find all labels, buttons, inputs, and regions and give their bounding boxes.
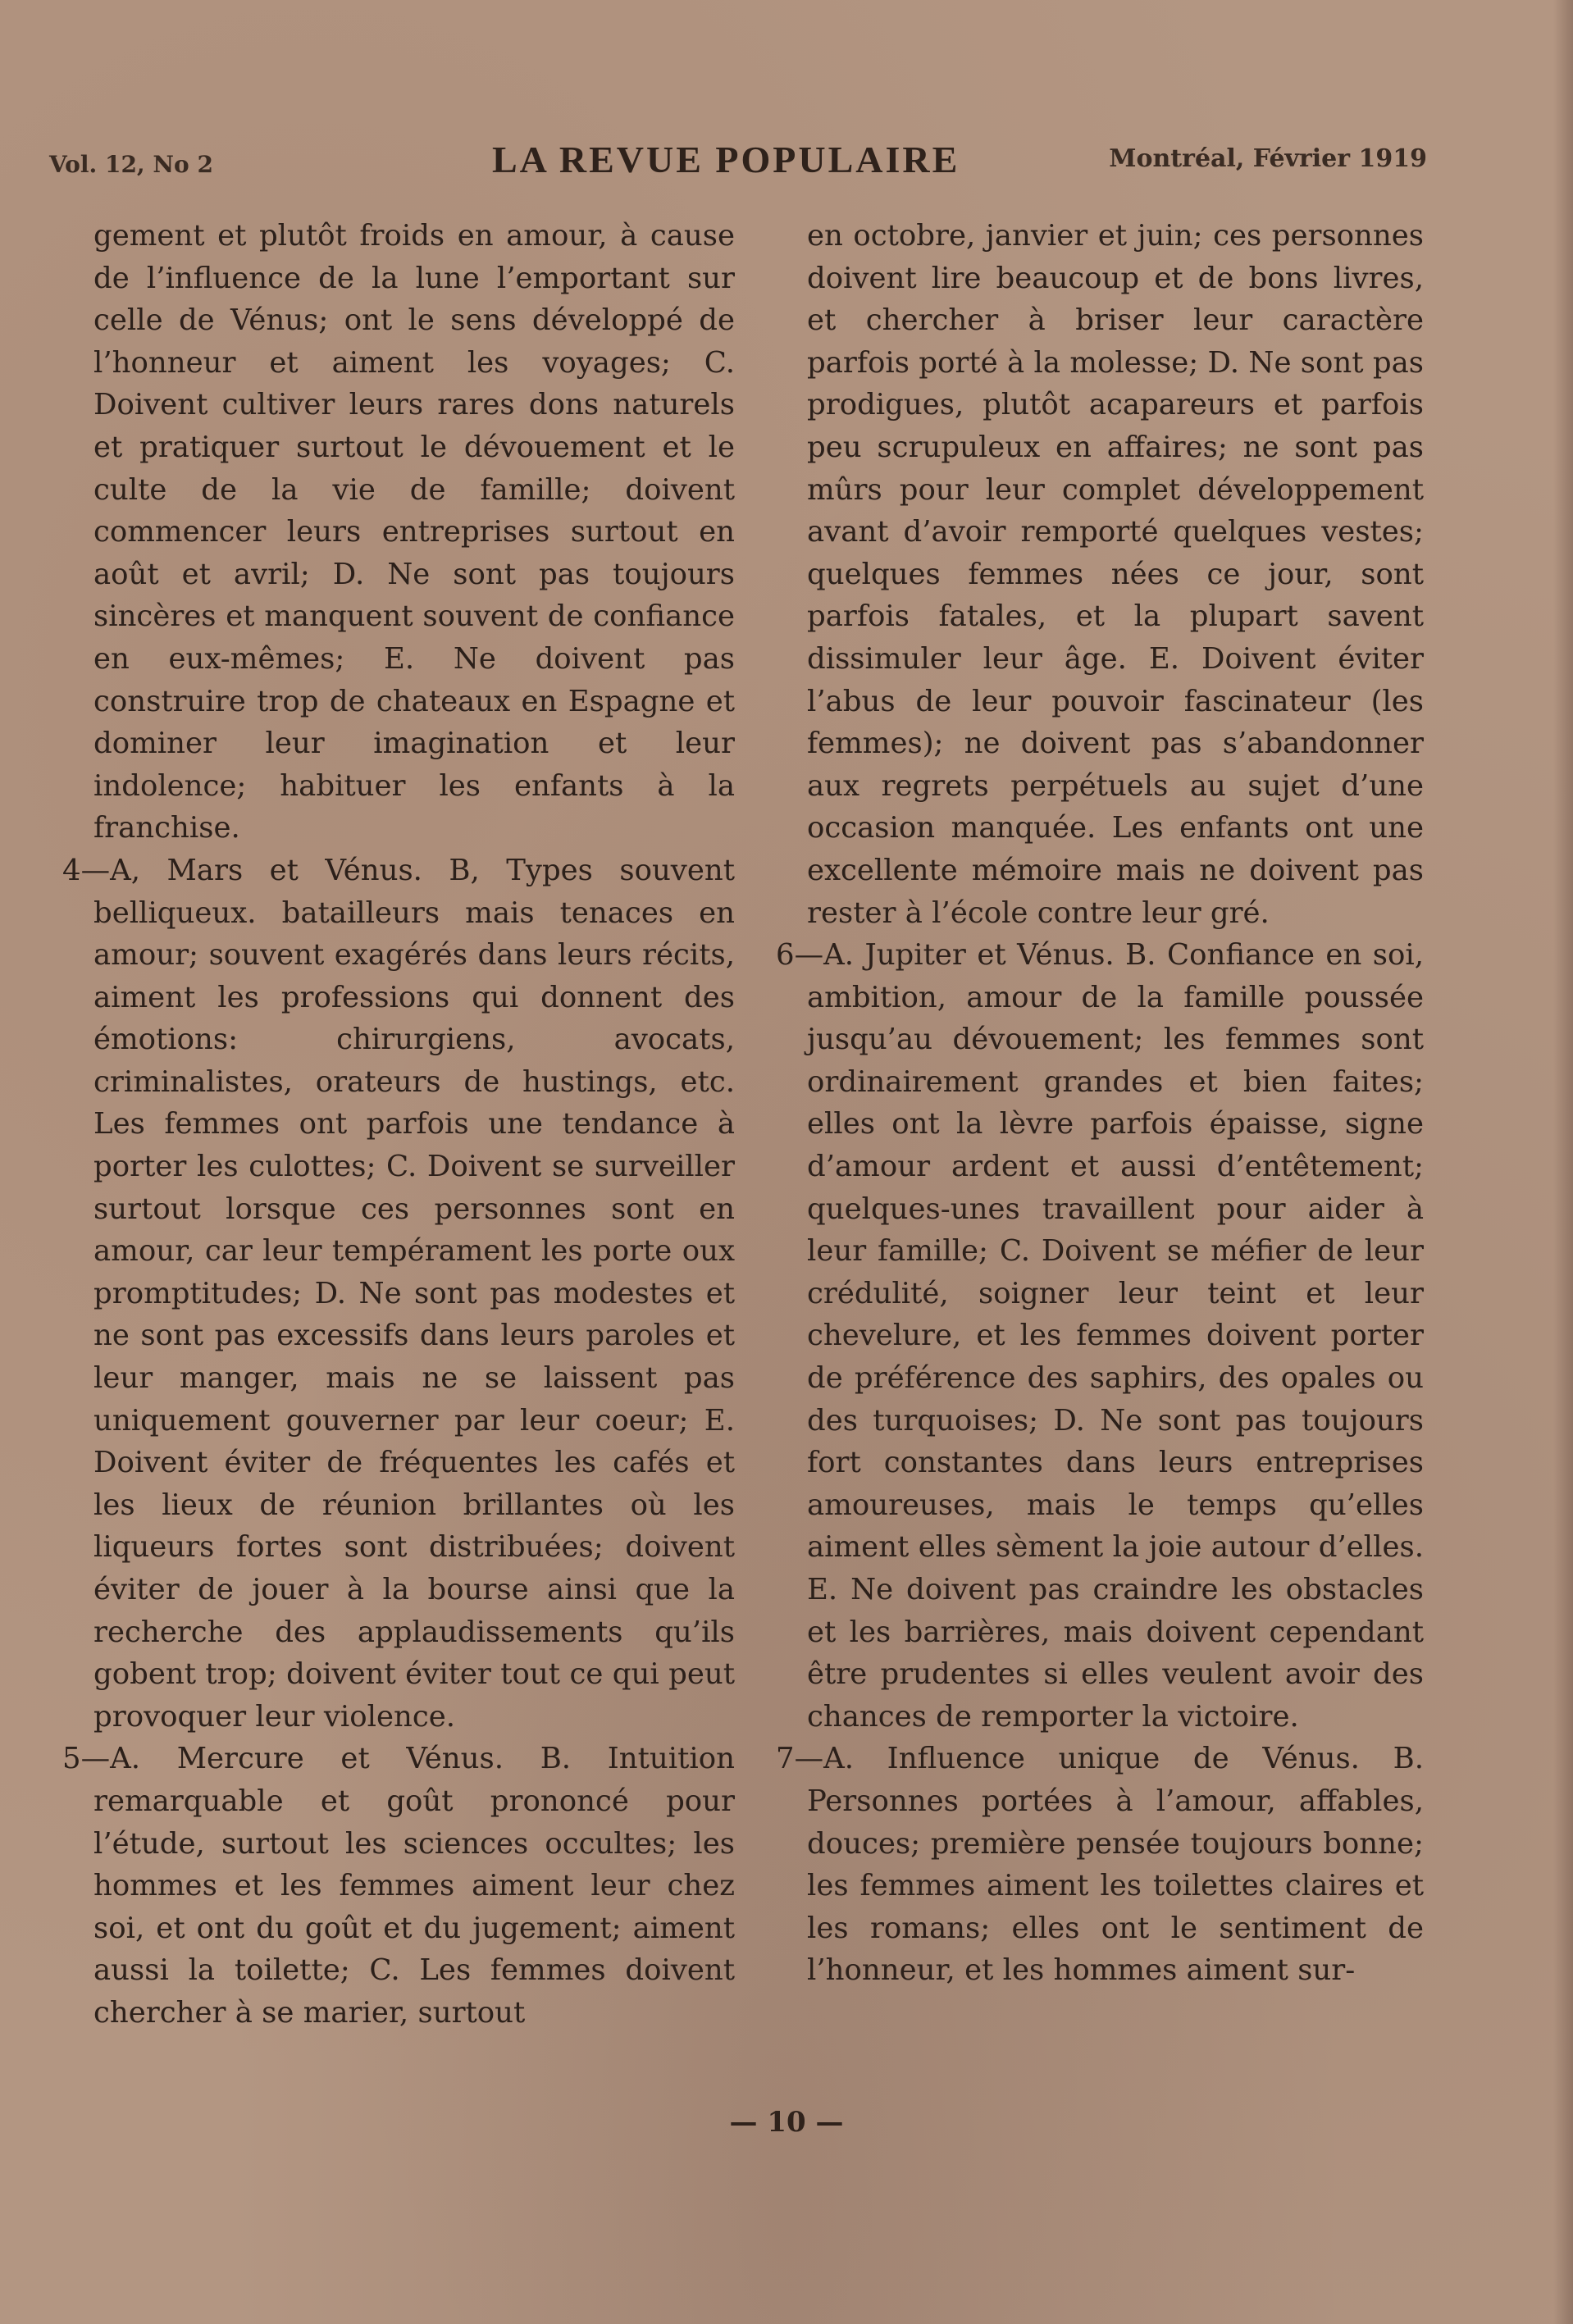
issue-date: Montréal, Février 1919	[1109, 144, 1427, 173]
publication-title: LA REVUE POPULAIRE	[492, 139, 960, 180]
paragraph-item-7: 7—A. Influence unique de Vénus. B. Personnes portées à l’amour, affables, douces; première pensée toujours bonne; les femmes aiment les toilettes claires et les romans; elles ont le sentiment de l’honneur, et les hommes aiment sur-	[776, 1742, 1424, 1988]
page-edge-shadow	[1553, 0, 1573, 2324]
paragraph-continuation-right: en octobre, janvier et juin; ces personnes doivent lire beaucoup et de bons livres, et chercher à briser leur caractère parfois porté à la molesse; D. Ne sont pas prodigues, plutôt acapareurs et parfois peu scrupuleux en affaires; ne sont pas mûrs pour leur complet développement avant d’avoir remporté quelques vestes; quelques femmes nées ce jour, sont parfois fatales, et la plupart savent dissimuler leur âge. E. Doivent éviter l’abus de leur pouvoir fascinateur (les femmes); ne doivent pas s’abandonner aux regrets perpétuels au sujet d’une occasion manquée. Les enfants ont une excellente mémoire mais ne doivent pas rester à l’école contre leur gré.	[807, 219, 1424, 930]
paragraph-item-5: 5—A. Mercure et Vénus. B. Intuition remarquable et goût prononcé pour l’étude, surtout les sciences occultes; les hommes et les femmes aiment leur chez soi, et ont du goût et du jugement; aiment aussi la toilette; C. Les femmes doivent chercher à se marier, surtout	[62, 1742, 735, 2030]
page-number: — 10 —	[729, 2106, 844, 2139]
paragraph-item-4: 4—A, Mars et Vénus. B, Types souvent belliqueux. batailleurs mais tenaces en amour; souvent exagérés dans leurs récits, aiment les professions qui donnent des émotions: chirurgiens, avocats, criminalistes, orateurs de hustings, etc. Les femmes ont parfois une tendance à porter les culottes; C. Doivent se surveiller surtout lorsque ces personnes sont en amour, car leur tempérament les porte oux promptitudes; D. Ne sont pas modestes et ne sont pas excessifs dans leurs paroles et leur manger, mais ne se laissent pas uniquement gouverner par leur coeur; E. Doivent éviter de fréquentes les cafés et les lieux de réunion brillantes où les liqueurs fortes sont distribuées; doivent éviter de jouer à la bourse ainsi que la recherche des applaudissements qu’ils gobent trop; doivent éviter tout ce qui peut provoquer leur violence.	[62, 853, 735, 1734]
page-header	[49, 133, 1427, 182]
right-column	[776, 215, 1424, 1992]
volume-label: Vol. 12, No 2	[49, 151, 213, 178]
paragraph-item-6: 6—A. Jupiter et Vénus. B. Confiance en soi, ambition, amour de la famille poussée jusqu’au dévouement; les femmes sont ordinairement grandes et bien faites; elles ont la lèvre parfois épaisse, signe d’amour ardent et aussi d’entêtement; quelques-unes travaillent pour aider à leur famille; C. Doivent se méfier de leur crédulité, soigner leur teint et leur chevelure, et les femmes doivent porter de préférence des saphirs, des opales ou des turquoises; D. Ne sont pas toujours fort constantes dans leurs entreprises amoureuses, mais le temps qu’elles aiment elles sèment la joie autour d’elles. E. Ne doivent pas craindre les obstacles et les barrières, mais doivent cependant être prudentes si elles veulent avoir des chances de remporter la victoire.	[776, 938, 1424, 1734]
left-column	[62, 215, 735, 2035]
paragraph-continuation: gement et plutôt froids en amour, à cause de l’influence de la lune l’emportant sur celle de Vénus; ont le sens développé de l’honneur et aiment les voyages; C. Doivent cultiver leurs rares dons naturels et pratiquer surtout le dévouement et le culte de la vie de famille; doivent commencer leurs entreprises surtout en août et avril; D. Ne sont pas toujours sincères et manquent souvent de confiance en eux-mêmes; E. Ne doivent pas construire trop de chateaux en Espagne et dominer leur imagination et leur indolence; habituer les enfants à la franchise.	[93, 219, 735, 845]
